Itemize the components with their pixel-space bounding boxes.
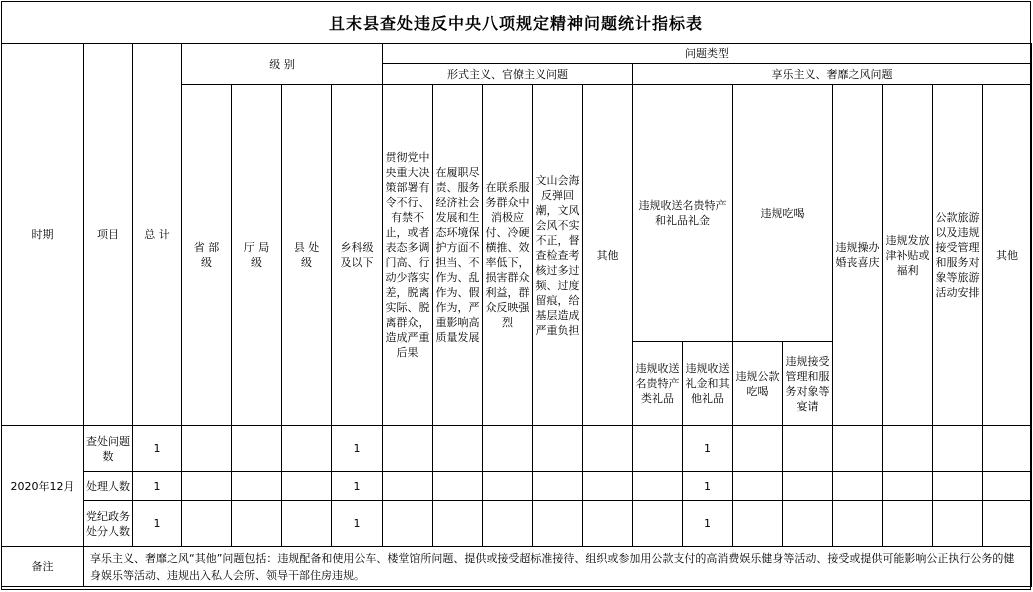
row-item-label: 党纪政务处分人数 <box>84 501 133 547</box>
table-row <box>2 472 1032 501</box>
hedonism-header: 享乐主义、奢靡之风问题 <box>633 64 1032 85</box>
table-row <box>2 501 1032 547</box>
row-gift-other: 1 <box>683 501 733 547</box>
gift-col-specialty: 违规收送名贵特产类礼品 <box>633 342 683 426</box>
table-row <box>2 426 1032 472</box>
hedonism-col-allowance: 违规发放津补贴或福利 <box>883 85 933 426</box>
level-province: 省 部 级 <box>182 85 232 426</box>
row-gift-other: 1 <box>683 472 733 501</box>
page-title: 且末县查处违反中央八项规定精神问题统计指标表 <box>328 13 703 33</box>
formalism-col-4: 文山会海反弹回潮，文风会风不实不正，督查检查考核过多过频、过度留痕，给基层造成严重负担 <box>533 85 583 426</box>
row-total: 1 <box>133 426 182 472</box>
dining-group-header: 违规吃喝 <box>733 85 833 342</box>
statistics-table <box>1 43 1032 587</box>
formalism-col-2: 在履职尽责、服务经济社会发展和生态环境保护方面不担当、不作为、乱作为、假作为，严重影响高质量发展 <box>433 85 483 426</box>
hedonism-col-travel: 公款旅游以及违规接受管理和服务对象等旅游活动安排 <box>933 85 983 426</box>
problem-type-header: 问题类型 <box>383 44 1032 64</box>
level-bureau: 厅 局 级 <box>232 85 282 426</box>
gift-group-header: 违规收送名贵特产和礼品礼金 <box>633 85 733 342</box>
level-township: 乡科级 及以下 <box>332 85 383 426</box>
row-total: 1 <box>133 501 182 547</box>
formalism-col-3: 在联系服务群众中消极应付、冷硬横推、效率低下，损害群众利益，群众反映强烈 <box>483 85 533 426</box>
hedonism-col-other: 其他 <box>983 85 1032 426</box>
dining-col-banquet: 违规接受管理和服务对象等宴请 <box>783 342 833 426</box>
period-header: 时期 <box>2 44 84 426</box>
formalism-header: 形式主义、官僚主义问题 <box>383 64 633 85</box>
period-value: 2020年12月 <box>2 426 84 547</box>
row-total: 1 <box>133 472 182 501</box>
formalism-col-other: 其他 <box>583 85 633 426</box>
dining-col-public: 违规公款吃喝 <box>733 342 783 426</box>
row-township: 1 <box>332 501 383 547</box>
remark-text: 享乐主义、奢靡之风“其他”问题包括：违规配备和使用公车、楼堂馆所问题、提供或接受超标准接待、组织或参加用公款支付的高消费娱乐健身等活动、接受或提供可能影响公正执行公务的健身娱乐等活动、违规出入私人会所、领导干部住房违规。 <box>84 547 1032 587</box>
row-gift-other: 1 <box>683 426 733 472</box>
row-township: 1 <box>332 426 383 472</box>
remark-label: 备注 <box>2 547 84 587</box>
formalism-col-1: 贯彻党中央重大决策部署有令不行、有禁不止，或者表态多调门高、行动少落实差，脱离实际、脱离群众，造成严重后果 <box>383 85 433 426</box>
row-item-label: 查处问题数 <box>84 426 133 472</box>
level-header: 级 别 <box>182 44 383 85</box>
row-township: 1 <box>332 472 383 501</box>
row-item-label: 处理人数 <box>84 472 133 501</box>
level-county: 县 处 级 <box>282 85 332 426</box>
item-header: 项目 <box>84 44 133 426</box>
hedonism-col-wedding: 违规操办婚丧喜庆 <box>833 85 883 426</box>
total-header: 总 计 <box>133 44 182 426</box>
gift-col-money: 违规收送礼金和其他礼品 <box>683 342 733 426</box>
